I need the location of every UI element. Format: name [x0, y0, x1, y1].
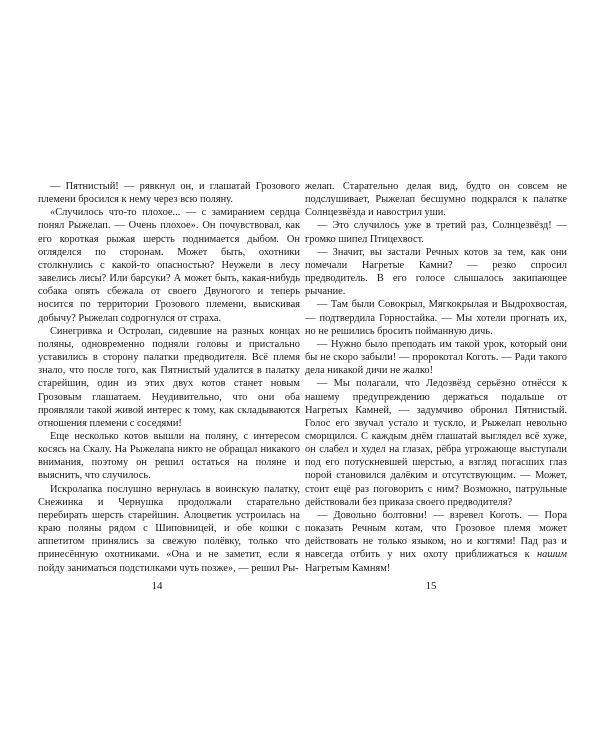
right-page-column — [305, 180, 567, 575]
right-paragraph-3: — Там были Совокрыл, Мягкокрылая и Выдрохвостая, — подтвердила Горностайка. — Мы хотели прогнать их, но не решились бросить пойманную дичь. — [305, 299, 567, 337]
left-page-column — [38, 180, 300, 575]
right-page-number: 15 — [425, 580, 437, 592]
right-paragraph-6 — [305, 509, 567, 575]
right-paragraph-6-text: — Довольно болтовни! — взревел Коготь. — Пора показать Речным котам, что Грозовое племя может действовать не только языком, но и когтями! Пад раз и навсегда отбить у них охоту приближаться к — [305, 509, 567, 561]
right-paragraph-1: — Это случилось уже в третий раз, Солнцезвёзд! — громко шипел Птицехвост. — [305, 220, 567, 245]
right-paragraph-2: — Значит, вы застали Речных котов за тем, как они помечали Нагретые Камни? — резко спросил предводитель. В его голосе слышалось закипающее рычание. — [305, 246, 567, 298]
left-paragraph-4: Еще несколько котов вышли на поляну, с интересом косясь на Скалу. На Рыжелапа никто не обращал никакого внимания, поэтому он решил остаться на поляне и выяснить, что случилось. — [38, 430, 300, 482]
emphasis-word: нашим — [536, 549, 567, 561]
left-paragraph-2: «Случилось что-то плохое... — с замиранием сердца понял Рыжелап. — Очень плохое». Он почувствовал, как его короткая рыжая шерсть поднимается дыбом. Он огляделся по сторонам. Может быть, охотники столкнулись с какой-то опасностью? Неужели в лесу завелись лисы? Или барсуки? А может быть, какая-нибудь собака опять сбежала от своего Двуногого и теперь носится по территории Грозового племени, выискивая добычу? Рыжелап содрогнулся от страха. — [38, 207, 300, 324]
left-paragraph-3: Синегривка и Остролап, сидевшие на разных концах поляны, одновременно подняли головы и пристально уставились в сторону палатки предводителя. Всё племя знало, что после того, как Пятнистый удалится в палатку старейшин, один из этих двух котов станет новым Грозовым глашатаем. Неудивительно, что они оба проявляли такой живой интерес к тому, как складываются отношения племени с соседями! — [38, 325, 300, 429]
right-paragraph-5: — Мы полагали, что Ледозвёзд серьёзно отнёсся к нашему предупреждению держаться подальше от Нагретых Камней, — задумчиво обронил Пятнистый. Голос его звучал устало и тускло, и Рыжелап невольно сморщился. С каждым днём глашатай выглядел всё хуже, он слабел и худел на глазах, рёбра угрожающе выступали под его потускневшей шерстью, а взгляд погасших глаз порой становился далёким и отсутствующим. — Может, стоит ещё раз поговорить с ним? Возможно, патрульные действовали без приказа своего предводителя? — [305, 378, 567, 508]
left-paragraph-1: — Пятнистый! — рявкнул он, и глашатай Грозового племени бросился к нему через всю поляну. — [38, 181, 300, 206]
right-paragraph-6-tail: Нагретым Камням! — [305, 562, 391, 574]
right-paragraph-4: — Нужно было преподать им такой урок, который они бы не скоро забыли! — пророкотал Коготь. — Ради такого дела никакой дичи не жалко! — [305, 338, 567, 377]
right-continuation: желап. Старательно делая вид, будто он совсем не подслушивает, Рыжелап бесшумно подкрался к палатке Солнцезвёзда и навострил уши. — [305, 181, 567, 219]
left-paragraph-5: Искролапка послушно вернулась в воинскую палатку, Снежинка и Чернушка продолжали старательно перебирать шерсть старейшин. Алоцветик устроилась на краю поляны рядом с Шиповницей, и обе кошки с аппетитом принялись за свежую полёвку, только что принесённую охотниками. «Она и не заметит, если я пойду заниматься подстилками чуть позже», — решил Ры- — [38, 483, 300, 574]
left-page-number: 14 — [151, 580, 163, 592]
